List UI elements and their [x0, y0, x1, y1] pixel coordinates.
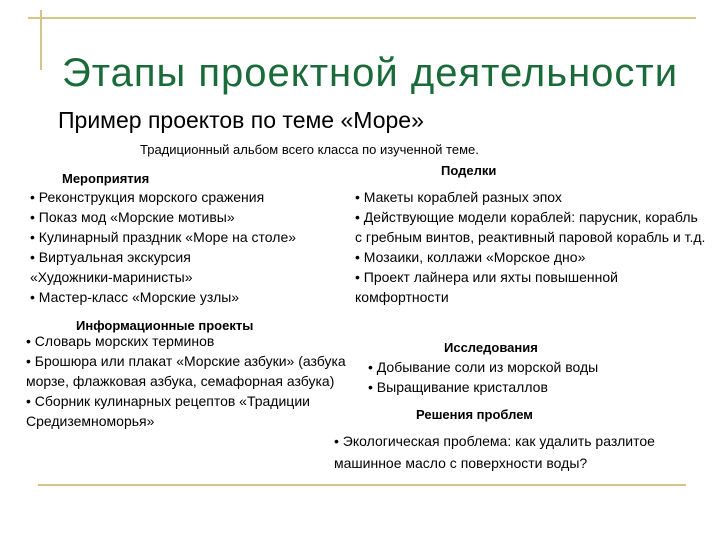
bottom-divider: [38, 484, 686, 486]
problems-heading: Решения проблем: [416, 407, 533, 422]
research-heading: Исследования: [444, 340, 538, 355]
research-list: [368, 357, 668, 397]
top-divider: [28, 17, 696, 19]
list-item: • Сборник кулинарных рецептов «Традиции Средиземноморья»: [26, 391, 348, 431]
info-projects-heading: Информационные проекты: [76, 318, 254, 333]
list-item: • Словарь морских терминов: [26, 331, 348, 351]
crafts-list: [355, 187, 707, 307]
list-item: • Мозаики, коллажи «Морское дно»: [355, 247, 707, 267]
left-divider: [40, 10, 42, 70]
list-item: • Реконструкция морского сражения: [30, 187, 350, 207]
list-item: • Добывание соли из морской воды: [368, 357, 668, 377]
slide-title: Этапы проектной деятельности: [62, 51, 679, 95]
info-projects-list: [26, 331, 348, 431]
list-item: • Мастер-класс «Морские узлы»: [30, 287, 350, 307]
list-item: • Кулинарный праздник «Море на столе»: [30, 227, 350, 247]
events-heading: Мероприятия: [62, 171, 150, 186]
list-item: • Экологическая проблема: как удалить разлитое машинное масло с поверхности воды?: [334, 430, 714, 474]
slide-subtitle: Пример проектов по теме «Море»: [58, 107, 424, 133]
problems-list: [334, 430, 714, 474]
list-item: • Действующие модели кораблей: парусник, корабль с гребным винтов, реактивный паровой корабль и т.д.: [355, 207, 707, 247]
list-item: • Брошюра или плакат «Морские азбуки» (азбука морзе, флажковая азбука, семафорная азбука): [26, 351, 348, 391]
list-item: • Макеты кораблей разных эпох: [355, 187, 707, 207]
crafts-heading: Поделки: [441, 163, 497, 178]
events-list: [30, 187, 350, 307]
list-item: • Проект лайнера или яхты повышенной комфортности: [355, 267, 707, 307]
intro-text: Традиционный альбом всего класса по изученной теме.: [140, 142, 479, 157]
list-item: • Виртуальная экскурсия «Художники-маринисты»: [30, 247, 270, 287]
list-item: • Выращивание кристаллов: [368, 377, 668, 397]
list-item: • Показ мод «Морские мотивы»: [30, 207, 350, 227]
